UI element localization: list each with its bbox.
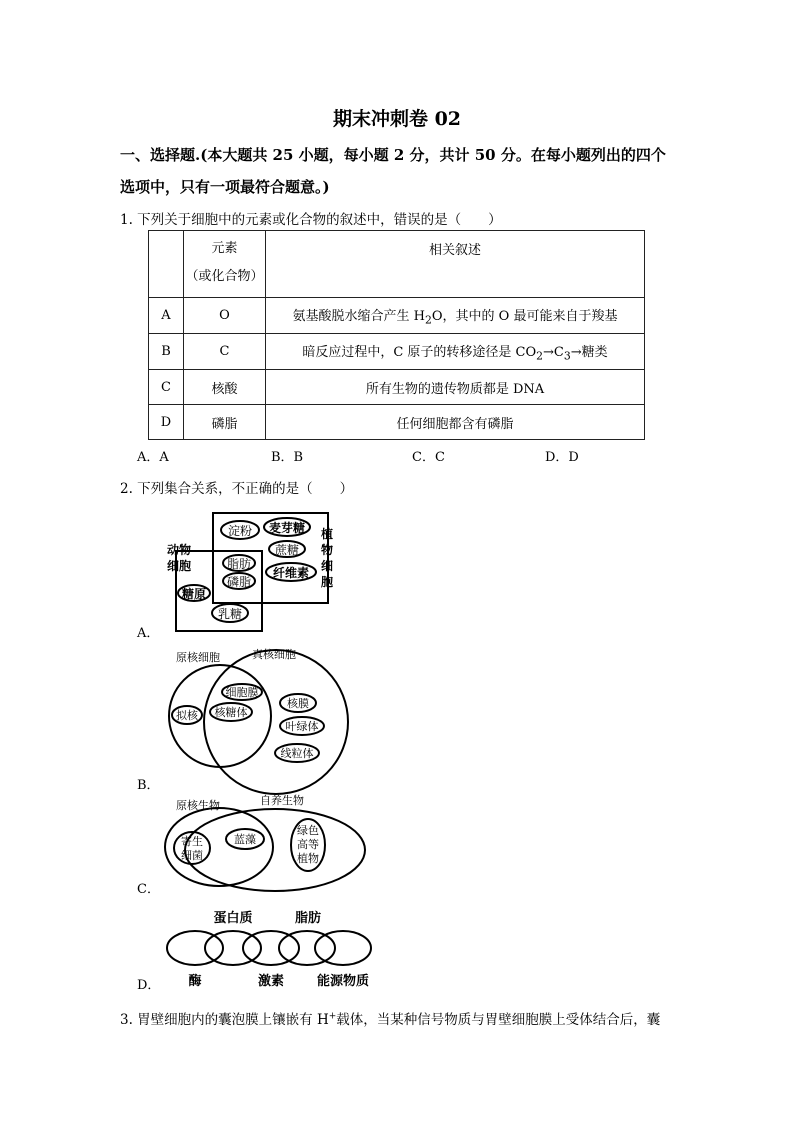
q2-diagram-c bbox=[160, 793, 370, 893]
section-heading-line2: 选项中，只有一项最符合题意。) bbox=[120, 178, 330, 196]
question-1-table bbox=[148, 230, 645, 440]
row-desc: 所有生物的遗传物质都是 DNA bbox=[266, 370, 645, 405]
energy-ring bbox=[315, 931, 371, 965]
q2-diagram-a bbox=[160, 505, 340, 635]
starch-label: 淀粉 bbox=[227, 524, 253, 538]
q1-option-a[interactable]: A．A bbox=[137, 450, 169, 465]
prokaryote-organism-label: 原核生物 bbox=[176, 799, 220, 812]
table-header-empty bbox=[149, 231, 184, 298]
cyanobacteria-label: 蓝藻 bbox=[234, 833, 256, 846]
parasitic-label-2: 细菌 bbox=[181, 849, 203, 862]
plant-cell-label-1: 植 bbox=[320, 527, 334, 541]
q2-option-d-label[interactable]: D． bbox=[137, 978, 161, 993]
parasitic-label-1: 寄生 bbox=[181, 835, 203, 848]
green-plants-label-3: 植物 bbox=[297, 852, 319, 865]
page-title: 期末冲刺卷 02 bbox=[332, 108, 462, 130]
hormone-ring bbox=[243, 931, 299, 965]
row-element: 核酸 bbox=[184, 370, 266, 405]
plant-cell-label-4: 胞 bbox=[320, 575, 334, 589]
glycogen-label: 糖原 bbox=[181, 587, 207, 601]
row-letter: A bbox=[149, 298, 184, 334]
ribosome-label: 核糖体 bbox=[214, 706, 248, 719]
q2-option-a-label[interactable]: A． bbox=[137, 626, 160, 641]
phospholipid-label: 磷脂 bbox=[226, 575, 252, 589]
membrane-label: 细胞膜 bbox=[225, 686, 259, 699]
table-row bbox=[149, 334, 645, 370]
autotroph-ellipse bbox=[185, 809, 365, 891]
autotroph-label: 自养生物 bbox=[260, 794, 304, 807]
enzyme-label: 酶 bbox=[188, 974, 202, 989]
mitochondria-label: 线粒体 bbox=[280, 747, 314, 760]
fat-ring bbox=[279, 931, 335, 965]
table-row bbox=[149, 370, 645, 405]
section-heading-line1: 一、选择题.(本大题共 25 小题，每小题 2 分，共计 50 分。在每小题列出的四个 bbox=[120, 146, 666, 164]
question-1-stem: 1. 下列关于细胞中的元素或化合物的叙述中，错误的是（ ） bbox=[120, 212, 502, 228]
maltose-label: 麦芽糖 bbox=[268, 521, 306, 535]
fat-label: 脂肪 bbox=[226, 557, 252, 571]
animal-cell-label-2: 细胞 bbox=[166, 559, 192, 573]
row-letter: D bbox=[149, 405, 184, 440]
lactose-label: 乳糖 bbox=[217, 607, 243, 621]
nuclear-membrane-label: 核膜 bbox=[287, 697, 309, 710]
protein-label: 蛋白质 bbox=[213, 911, 253, 926]
header-element-line1: 元素 bbox=[211, 241, 238, 256]
green-plants-label-1: 绿色 bbox=[297, 824, 319, 837]
row-element: C bbox=[184, 334, 266, 370]
q2-diagram-b bbox=[160, 645, 360, 790]
q1-option-c[interactable]: C．C bbox=[412, 450, 445, 465]
row-desc: 氨基酸脱水缩合产生 $H_2O$，其中的 O 最可能来自于羧基 bbox=[266, 298, 645, 334]
prokaryote-label: 原核细胞 bbox=[176, 651, 220, 664]
energy-substance-label: 能源物质 bbox=[316, 974, 370, 989]
green-plants-label-2: 高等 bbox=[297, 838, 319, 851]
plant-cell-label-3: 细 bbox=[320, 559, 334, 573]
table-header-row bbox=[149, 231, 645, 298]
question-3-stem: 3. 胃壁细胞内的囊泡膜上镶嵌有 H+载体，当某种信号物质与胃壁细胞膜上受体结合后，囊 bbox=[120, 1011, 661, 1028]
header-element-line2: （或化合物） bbox=[185, 269, 264, 284]
table-header-desc: 相关叙述 bbox=[266, 231, 645, 298]
hormone-label: 激素 bbox=[257, 974, 285, 989]
row-desc: 暗反应过程中，C 原子的转移途径是 $CO_2\to C_3\to$糖类 bbox=[266, 334, 645, 370]
sucrose-label: 蔗糖 bbox=[274, 543, 300, 557]
nucleoid-label: 拟核 bbox=[176, 709, 198, 722]
row-element: O bbox=[184, 298, 266, 334]
table-header-element bbox=[184, 231, 266, 298]
plant-cell-label-2: 物 bbox=[320, 543, 334, 557]
animal-cell-label-1: 动物 bbox=[166, 543, 192, 557]
eukaryote-circle bbox=[204, 650, 348, 794]
cellulose-label: 纤维素 bbox=[272, 566, 310, 580]
row-element: 磷脂 bbox=[184, 405, 266, 440]
q2-diagram-d bbox=[160, 905, 380, 990]
table-row bbox=[149, 405, 645, 440]
question-2-stem: 2. 下列集合关系，不正确的是（ ） bbox=[120, 481, 354, 497]
chloroplast-label: 叶绿体 bbox=[285, 720, 319, 733]
eukaryote-label: 真核细胞 bbox=[252, 648, 296, 661]
q1-option-d[interactable]: D．D bbox=[545, 450, 579, 465]
row-letter: B bbox=[149, 334, 184, 370]
q2-option-c-label[interactable]: C． bbox=[137, 882, 160, 897]
q1-option-b[interactable]: B．B bbox=[271, 450, 304, 465]
row-letter: C bbox=[149, 370, 184, 405]
fat-label: 脂肪 bbox=[294, 911, 322, 926]
row-desc: 任何细胞都含有磷脂 bbox=[266, 405, 645, 440]
table-row bbox=[149, 298, 645, 334]
q2-option-b-label[interactable]: B． bbox=[137, 778, 160, 793]
